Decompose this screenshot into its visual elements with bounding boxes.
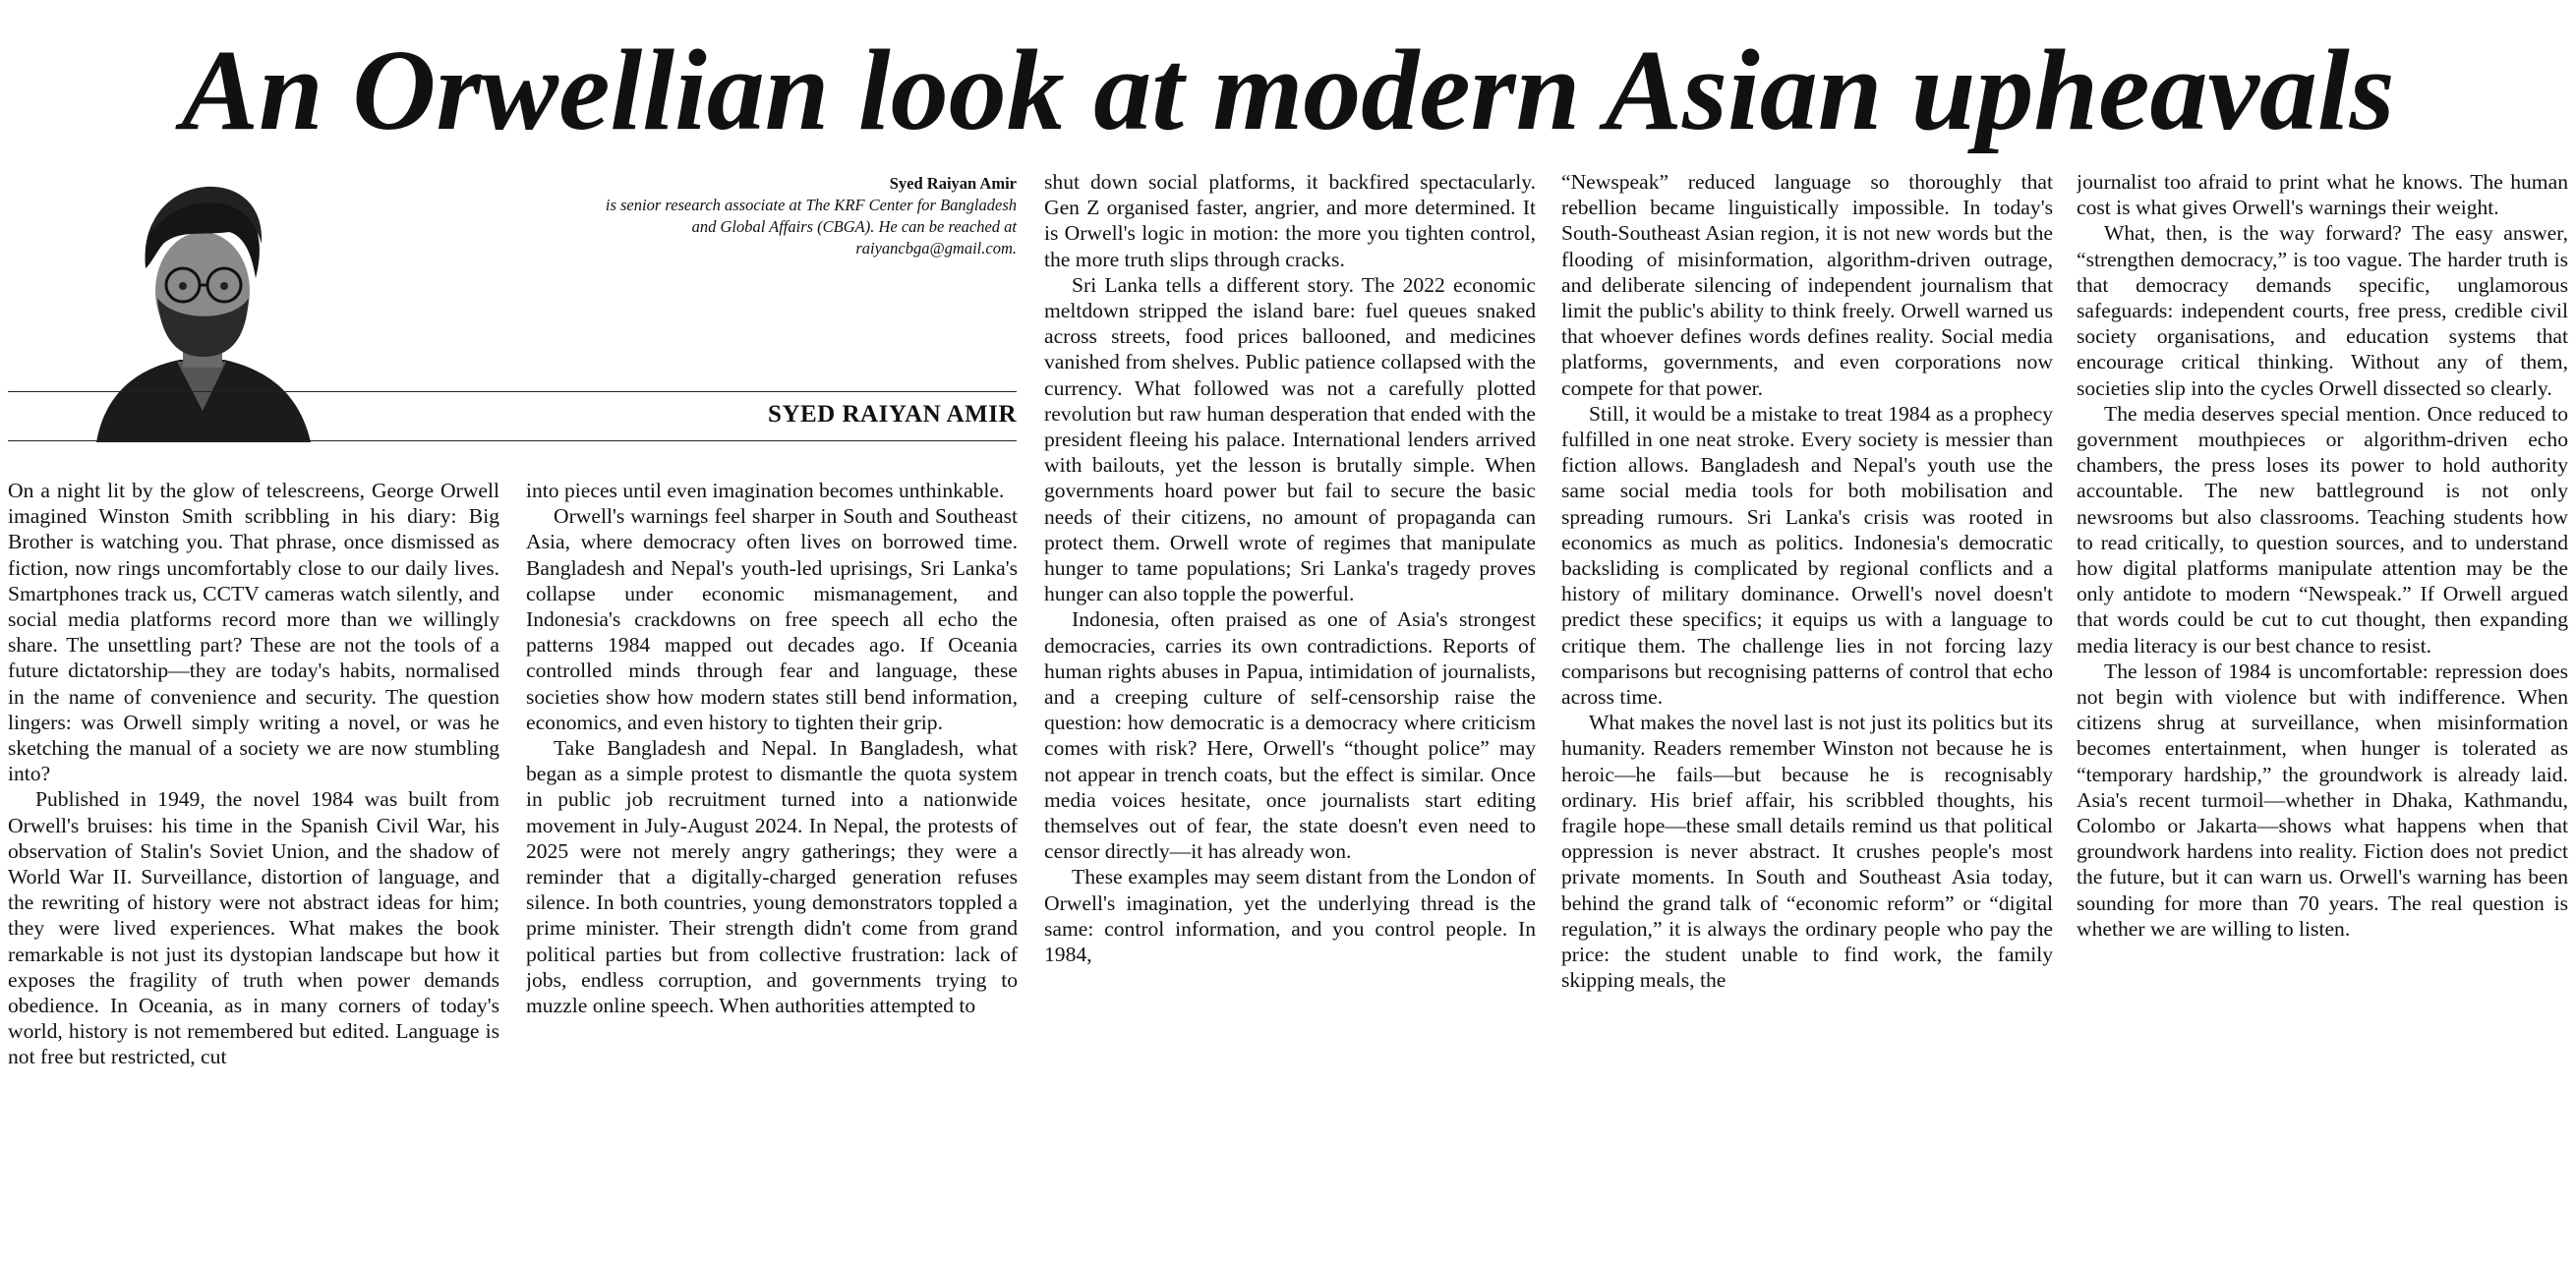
- author-note-bio: is senior research associate at The KRF Center for Bangladesh and Global Affairs (CBGA). He can be reached at raiyancbga@gmail.com.: [605, 196, 1017, 258]
- byline: SYED RAIYAN AMIR: [768, 401, 1017, 428]
- author-note-name: Syed Raiyan Amir: [889, 174, 1017, 193]
- paragraph: Still, it would be a mistake to treat 1984 as a prophecy fulfilled in one neat stroke. Every society is messier than fiction allows. Bangladesh and Nepal's youth use the same social media tools for both mobilisation and spreading rumours. Sri Lanka's crisis was rooted in economics as much as politics. Indonesia's democratic backsliding is complicated by regional conflicts and a history of military dominance. Orwell's novel doesn't predict these specifics; it equips us with a language to critique them. The challenge lies in not forcing lazy comparisons but recognising patterns of control that echo across time.: [1561, 401, 2053, 710]
- paragraph: These examples may seem distant from the London of Orwell's imagination, yet the underlying thread is the same: control information, and you control people. In 1984,: [1044, 865, 1536, 967]
- article-column-4: [1561, 169, 2053, 1262]
- author-photo-icon: [87, 175, 315, 442]
- author-note: [594, 173, 1017, 259]
- paragraph: Indonesia, often praised as one of Asia's strongest democracies, carries its own contradictions. Reports of human rights abuses in Papua, intimidation of journalists, and a creeping culture of self-censorship raise the question: how democratic is a democracy where criticism comes with risk? Here, Orwell's “thought police” may not appear in trench coats, but the effect is similar. Once media voices hesitate, once journalists start editing themselves out of fear, the state doesn't even need to censor directly—it has already won.: [1044, 607, 1536, 864]
- paragraph: The media deserves special mention. Once reduced to government mouthpieces or algorithm-driven echo chambers, the press loses its power to hold authority accountable. The new battleground is not only newsrooms but also classrooms. Teaching students how to read critically, to question sources, and to understand how digital platforms manipulate attention may be the only antidote to modern “Newspeak.” If Orwell argued that words could be cut to cut thought, then expanding media literacy is our best chance to resist.: [2077, 401, 2568, 658]
- paragraph: journalist too afraid to print what he knows. The human cost is what gives Orwell's warnings their weight.: [2077, 170, 2568, 220]
- article-column-1: [8, 478, 499, 1262]
- byline-bottom-rule: [8, 440, 1017, 441]
- paragraph: What, then, is the way forward? The easy answer, “strengthen democracy,” is too vague. The harder truth is that democracy demands specific, unglamorous safeguards: independent courts, free press, credible civil society organisations, and education systems that encourage critical thinking. Without any of them, societies slip into the cycles Orwell dissected so clearly.: [2077, 221, 2568, 400]
- paragraph: Published in 1949, the novel 1984 was built from Orwell's bruises: his time in the Spanish Civil War, his observation of Stalin's Soviet Union, and the shadow of World War II. Surveillance, distortion of language, and the rewriting of history were not abstract ideas for him; they were lived experiences. What makes the book remarkable is not just its dystopian landscape but how it exposes the fragility of truth when power demands obedience. In Oceania, as in many corners of today's world, history is not remembered but edited. Language is not free but restricted, cut: [8, 787, 499, 1069]
- paragraph: into pieces until even imagination becomes unthinkable.: [526, 479, 1005, 502]
- paragraph: What makes the novel last is not just its politics but its humanity. Readers remember Winston not because he is heroic—he fails—but because he is recognisably ordinary. His brief affair, his scribbled thoughts, his fragile hope—these small details remind us that political oppression is never abstract. It crushes people's most private moments. In South and Southeast Asia today, behind the grand talk of “economic reform” or “digital regulation,” it is always the ordinary people who pay the price: the student unable to find work, the family skipping meals, the: [1561, 711, 2053, 993]
- article-column-2: [526, 478, 1018, 1262]
- paragraph: Take Bangladesh and Nepal. In Bangladesh, what began as a simple protest to dismantle the quota system in public job recruitment turned into a nationwide movement in July-August 2024. In Nepal, the protests of 2025 were not merely angry gatherings; they were a reminder that a digitally-charged generation refuses silence. In both countries, young demonstrators toppled a prime minister. Their strength didn't come from grand political parties but from collective frustration: lack of jobs, endless corruption, and governments trying to muzzle online speech. When authorities attempted to: [526, 736, 1018, 1018]
- byline-top-rule: [8, 391, 1017, 392]
- paragraph: The lesson of 1984 is uncomfortable: repression does not begin with violence but with indifference. When citizens shrug at surveillance, when misinformation becomes entertainment, when hunger is tolerated as “temporary hardship,” the groundwork is already laid. Asia's recent turmoil—whether in Dhaka, Kathmandu, Colombo or Jakarta—shows what happens when that groundwork hardens into reality. Fiction does not predict the future, but it can warn us. Orwell's warning has been sounding for more than 70 years. The real question is whether we are willing to listen.: [2077, 659, 2568, 941]
- paragraph: Orwell's warnings feel sharper in South and Southeast Asia, where democracy often lives on borrowed time. Bangladesh and Nepal's youth-led uprisings, Sri Lanka's collapse under economic mismanagement, and Indonesia's crackdowns on free speech all echo the patterns 1984 mapped out decades ago. If Oceania controlled minds through fear and language, these societies show how modern states still bend information, economics, and even history to tighten their grip.: [526, 504, 1018, 734]
- headline: An Orwellian look at modern Asian upheavals: [181, 26, 2395, 154]
- paragraph: Sri Lanka tells a different story. The 2022 economic meltdown stripped the island bare: fuel queues snaked across streets, food prices ballooned, and medicines vanished from shelves. Public patience collapsed with the currency. What followed was not a carefully plotted revolution but raw human desperation that ended with the president fleeing his palace. International lenders arrived with bailouts, yet the lesson is brutally simple. When governments hoard power but fail to secure the basic needs of their citizens, no amount of propaganda can protect them. Orwell wrote of regimes that manipulate hunger to tame populations; Sri Lanka's tragedy proves hunger can also topple the powerful.: [1044, 272, 1536, 606]
- article-column-3: [1044, 169, 1536, 1262]
- byline-block: [8, 169, 1017, 442]
- paragraph: shut down social platforms, it backfired spectacularly. Gen Z organised faster, angrier, and more determined. It is Orwell's logic in motion: the more you tighten control, the more truth slips through cracks.: [1044, 170, 1536, 271]
- paragraph: On a night lit by the glow of telescreens, George Orwell imagined Winston Smith scribbling in his diary: Big Brother is watching you. That phrase, once dismissed as fiction, now rings uncomfortably close to our daily lives. Smartphones track us, CCTV cameras watch silently, and social media platforms record more than we willingly share. The unsettling part? These are not the tools of a future dictatorship—they are today's habits, normalised in the name of convenience and security. The question lingers: was Orwell simply writing a novel, or was he sketching the manual of a society we are now stumbling into?: [8, 479, 499, 786]
- paragraph: “Newspeak” reduced language so thoroughly that rebellion became linguistically impossible. In today's South-Southeast Asian region, it is not new words but the flooding of misinformation, algorithm-driven outrage, and deliberate silencing of independent journalism that limit the public's ability to think freely. Orwell warned us that whoever defines words defines reality. Social media platforms, governments, and even corporations now compete for that power.: [1561, 170, 2053, 400]
- article-column-5: [2077, 169, 2568, 1262]
